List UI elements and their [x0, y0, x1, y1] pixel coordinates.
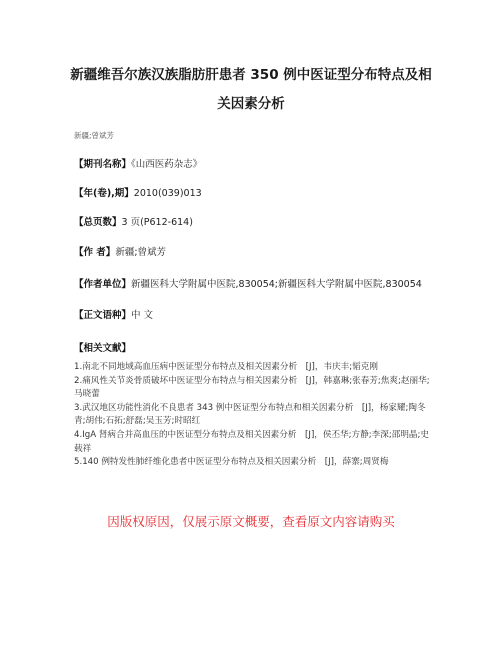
field-label: 【正文语种】 [74, 310, 132, 321]
field-total-pages [74, 214, 193, 228]
article-title-line-1: 新疆维吾尔族汉族脂肪肝患者 350 例中医证型分布特点及相 [70, 67, 432, 83]
reference-item[interactable]: 1.南北不同地域高血压病中医证型分布特点及相关因素分析 [J]，韦庆丰;韬克刚 [74, 362, 378, 372]
field-label: 【期刊名称】 [74, 159, 132, 170]
field-label: 【作者单位】 [74, 279, 132, 290]
reference-item[interactable]: 2.痛风性关节炎骨质破坏中医证型分布特点与相关因素分析 [J]，韩嘉琳;张春芳;焦爽;赵丽华;马晓蕾 [74, 375, 430, 400]
field-label: 【总页数】 [74, 217, 122, 228]
field-label: 【作 者】 [74, 247, 116, 258]
reference-item[interactable]: 3.武汉地区功能性消化不良患者 343 例中医证型分布特点和相关因素分析 [J]，杨家耀;陶冬青;胡伟;石拓;舒磊;吴玉芳;时昭红 [74, 402, 426, 427]
copyright-notice[interactable]: 因版权原因，仅展示原文概要，查看原文内容请购买 [107, 514, 395, 529]
field-label: 【年(卷),期】 [74, 188, 134, 199]
field-value: 中 文 [131, 310, 154, 321]
reference-item[interactable]: 5.140 例特发性肺纤维化患者中医证型分布特点及相关因素分析 [J]，薛寨;周贤梅 [74, 457, 389, 468]
field-value: 《山西医药杂志》 [131, 159, 203, 170]
related-literature-list [74, 361, 434, 470]
field-text-language [74, 307, 153, 321]
reference-item[interactable]: 4.IgA 肾病合并高血压的中医证型分布特点及相关因素分析 [J]，侯丕华;方静;李深;邵明晶;史载祥 [74, 429, 429, 454]
field-journal-name [74, 156, 202, 170]
field-year-volume-issue [74, 185, 202, 199]
article-title-line-2: 关因素分析 [217, 96, 285, 112]
field-author-affiliation [74, 276, 422, 290]
related-literature-heading: 【相关文献】 [74, 343, 132, 354]
authors-line: 新疆;曾斌芳 [74, 131, 115, 140]
field-value: 新疆医科大学附属中医院,830054;新疆医科大学附属中医院,830054 [131, 279, 422, 290]
field-authors [74, 244, 166, 258]
field-value: 新疆;曾斌芳 [115, 247, 167, 258]
field-value: 3 页(P612-614) [121, 217, 193, 228]
field-value: 2010(039)013 [133, 188, 202, 199]
